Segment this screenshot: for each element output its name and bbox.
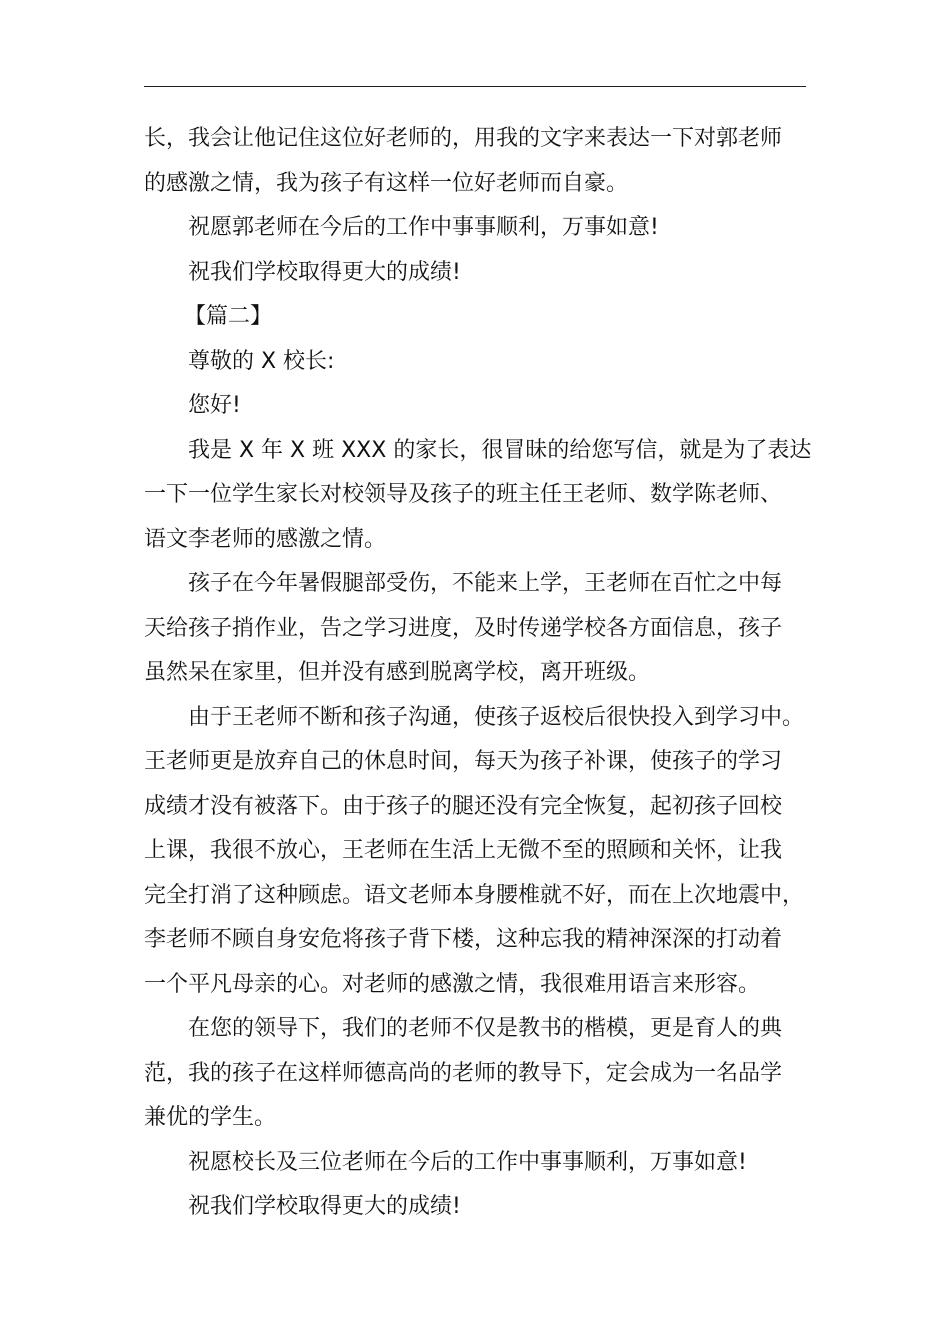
text-line-20: 一个平凡母亲的心。对老师的感激之情，我很难用语言来形容。 [144, 971, 761, 997]
text-line-4: 祝我们学校取得更大的成绩! [188, 259, 461, 285]
text-line-18: 完全打消了这种顾虑。语文老师本身腰椎就不好，而在上次地震中， [144, 882, 805, 908]
document-body [144, 117, 812, 1230]
text-line-2: 的感激之情，我为孩子有这样一位好老师而自豪。 [144, 170, 629, 196]
text-line-11: 孩子在今年暑假腿部受伤，不能来上学，王老师在百忙之中每 [188, 571, 783, 596]
text-line-24: 祝愿校长及三位老师在今后的工作中事事顺利，万事如意! [188, 1149, 747, 1175]
text-line-22: 范，我的孩子在这样师德高尚的老师的教导下，定会成为一名品学 [144, 1060, 783, 1086]
text-line-21: 在您的领导下，我们的老师不仅是教书的楷模，更是育人的典 [188, 1016, 783, 1041]
text-line-3: 祝愿郭老师在今后的工作中事事顺利，万事如意! [188, 215, 659, 240]
text-line-13: 虽然呆在家里，但并没有感到脱离学校，离开班级。 [144, 660, 651, 685]
section-heading: 【篇二】 [184, 304, 273, 329]
greeting: 您好! [188, 393, 241, 418]
text-line-23: 兼优的学生。 [144, 1105, 277, 1130]
text-line-19: 李老师不顾自身安危将孩子背下楼，这种忘我的精神深深的打动着 [144, 927, 783, 952]
header-rule [144, 86, 806, 87]
text-line-25: 祝我们学校取得更大的成绩! [188, 1194, 461, 1219]
salutation: 尊敬的 X 校长: [188, 348, 335, 374]
text-line-17: 上课，我很不放心，王老师在生活上无微不至的照顾和关怀，让我 [144, 838, 783, 863]
text-line-14: 由于王老师不断和孩子沟通，使孩子返校后很快投入到学习中。 [188, 704, 805, 730]
text-line-12: 天给孩子捎作业，告之学习进度，及时传递学校各方面信息，孩子 [144, 615, 783, 641]
text-line-8: 我是 X 年 X 班 XXX 的家长，很冒昧的给您写信，就是为了表达 [188, 437, 812, 463]
text-line-9: 一下一位学生家长对校领导及孩子的班主任王老师、数学陈老师、 [144, 482, 783, 507]
text-line-1: 长，我会让他记住这位好老师的，用我的文字来表达一下对郭老师 [144, 126, 783, 151]
text-line-16: 成绩才没有被落下。由于孩子的腿还没有完全恢复，起初孩子回校 [144, 793, 783, 819]
text-line-15: 王老师更是放弃自己的休息时间，每天为孩子补课，使孩子的学习 [144, 749, 783, 774]
text-line-10: 语文李老师的感激之情。 [144, 526, 387, 552]
